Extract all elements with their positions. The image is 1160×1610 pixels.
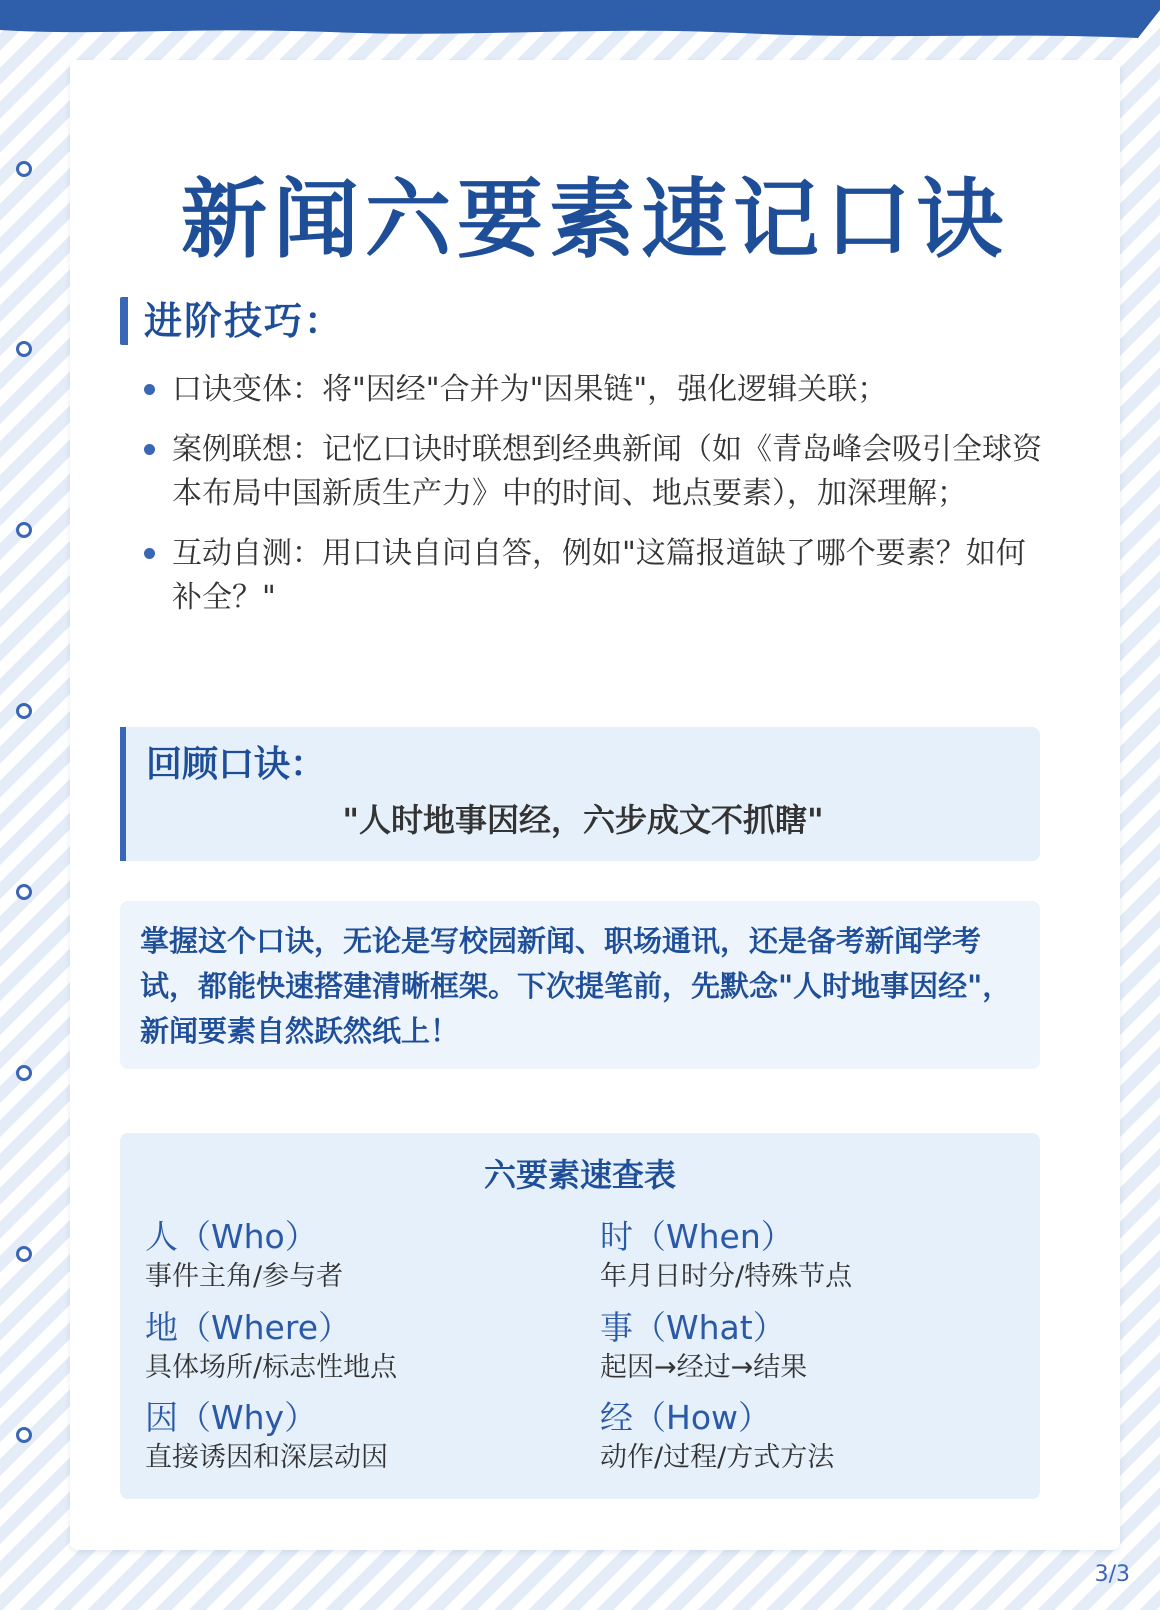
- top-wave-decoration: [0, 0, 1160, 40]
- element-name: 因（Why）: [145, 1398, 318, 1437]
- element-name: 地（Where）: [145, 1308, 351, 1347]
- page-title: 新闻六要素速记口诀: [181, 170, 1009, 270]
- element-description: 动作/过程/方式方法: [600, 1442, 835, 1473]
- bullet-dot-icon: [144, 384, 155, 395]
- advanced-tips-heading: 进阶技巧：: [120, 297, 344, 345]
- quick-reference-table: [120, 1133, 1040, 1499]
- tip-text: 口诀变体：将"因经"合并为"因果链"，强化逻辑关联；: [172, 372, 888, 407]
- tip-text: 案例联想：记忆口诀时联想到经典新闻（如《青岛峰会吸引全球资本布局中国新质生产力》中的时间、地点要素），加深理解；: [172, 432, 1042, 511]
- element-name: 事（What）: [600, 1308, 786, 1347]
- summary-box: [120, 901, 1040, 1069]
- element-description: 具体场所/标志性地点: [145, 1352, 398, 1383]
- summary-text: 掌握这个口诀，无论是写校园新闻、职场通讯，还是备考新闻学考试，都能快速搭建清晰框架。下次提笔前，先默念"人时地事因经"，新闻要素自然跃然纸上！: [140, 924, 1012, 1048]
- page-indicator: 3/3: [1094, 1562, 1130, 1587]
- element-description: 直接诱因和深层动因: [145, 1442, 388, 1473]
- element-where: [145, 1307, 585, 1387]
- tip-item: [142, 532, 1042, 620]
- element-who: [145, 1216, 585, 1296]
- tip-item: [142, 368, 1042, 412]
- element-name: 经（How）: [600, 1398, 771, 1437]
- advanced-tips-list: [142, 368, 1042, 636]
- bullet-dot-icon: [144, 548, 155, 559]
- binder-ring-icon: [16, 1246, 32, 1262]
- element-name: 时（When）: [600, 1217, 794, 1256]
- element-description: 事件主角/参与者: [145, 1261, 344, 1292]
- element-description: 年月日时分/特殊节点: [600, 1261, 853, 1292]
- element-when: [600, 1216, 1040, 1296]
- tip-text: 互动自测：用口诀自问自答，例如"这篇报道缺了哪个要素？如何补全？": [172, 536, 1026, 615]
- binder-ring-icon: [16, 522, 32, 538]
- bullet-dot-icon: [144, 444, 155, 455]
- content-card: [70, 60, 1120, 1550]
- binder-ring-icon: [16, 341, 32, 357]
- quick-table-title: 六要素速查表: [483, 1156, 676, 1194]
- element-why: [145, 1397, 585, 1477]
- binder-ring-icon: [16, 1065, 32, 1081]
- element-what: [600, 1307, 1040, 1387]
- element-how: [600, 1397, 1040, 1477]
- element-name: 人（Who）: [145, 1217, 318, 1256]
- binder-ring-icon: [16, 884, 32, 900]
- binder-ring-icon: [16, 161, 32, 177]
- element-description: 起因→经过→结果: [600, 1352, 808, 1383]
- tip-item: [142, 428, 1042, 516]
- review-mnemonic-box: [120, 727, 1040, 861]
- binder-ring-icon: [16, 1427, 32, 1443]
- review-quote: "人时地事因经，六步成文不抓瞎": [342, 801, 824, 839]
- binder-ring-icon: [16, 703, 32, 719]
- review-label: 回顾口诀：: [146, 744, 327, 785]
